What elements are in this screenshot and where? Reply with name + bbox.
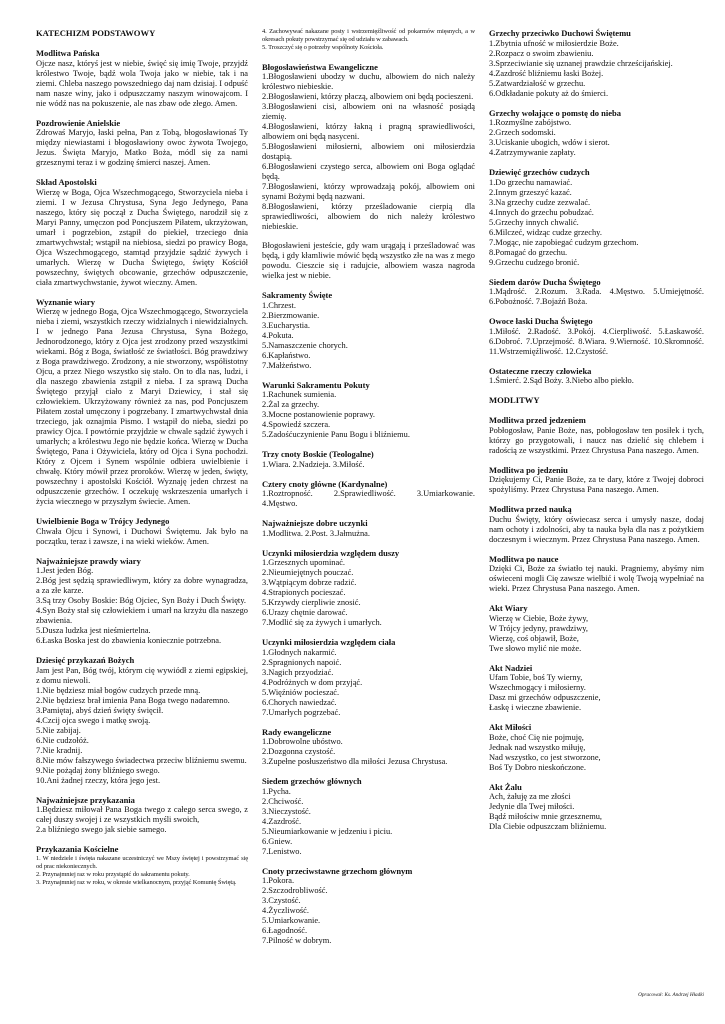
text-line: 3.Zupełne posłuszeństwo dla miłości Jezusa Chrystusa. (262, 757, 448, 767)
verse-line: Dasz mi grzechów odpuszczenie, (489, 693, 601, 702)
section-heading: Modlitwa Pańska (36, 48, 100, 58)
text-line: 7.Pilność w dobrym. (262, 936, 332, 946)
text-line: 1.Zbytnia ufność w miłosierdzie Boże. (489, 38, 619, 48)
text-line: Dzięki Ci, Boże za światło tej nauki. Pragniemy, abyśmy nim oświeceni mogli Cię zawsze wielbić i wolę Twoją wypełniać na wieki. Przez Chrystusa Pana naszego. Amen. (489, 564, 704, 593)
section-heading: Grzechy wołające o pomstę do nieba (489, 107, 621, 118)
section-heading: Akt Nadziei (489, 662, 533, 673)
text-line: 2.Bierzmowanie. (262, 310, 320, 320)
text-line: 6.Błogosławieni czystego serca, albowiem oni Boga oglądać będą. (262, 162, 475, 182)
text-line: 1.Błogosławieni ubodzy w duchu, albowiem do nich należy królestwo niebieskie. (262, 72, 475, 92)
text-line: 9.Nie pożądaj żony bliźniego swego. (36, 765, 160, 775)
verse-line: Jedynie dla Twej miłości. (489, 802, 575, 811)
small-text-line: 2. Przynajmniej raz w roku przystąpić do sakramentu pokuty. (36, 870, 190, 878)
section-heading: Warunki Sakramentu Pokuty (262, 379, 370, 390)
section (262, 727, 475, 768)
text-line: 6.Milczeć, widząc cudze grzechy. (489, 227, 602, 237)
section (36, 655, 248, 786)
text-line: 6.Chorych nawiedzać. (262, 697, 337, 707)
text-line: Chwała Ojcu i Synowi, i Duchowi Świętemu. Jak było na początku, teraz i zawsze, i na wieki wieków. Amen. (36, 526, 248, 546)
section-heading: Uczynki miłosierdzia względem ciała (262, 637, 396, 648)
section-heading: Modlitwa przed jedzeniem (489, 415, 586, 425)
section (36, 844, 248, 887)
text-line: 4.Błogosławieni, którzy łakną i pragną sprawiedliwości, albowiem oni będą nasyceni. (262, 122, 475, 142)
text-line: 1.Mądrość. 2.Rozum. 3.Rada. 4.Męstwo. 5.Umiejętność. 6.Pobożność. 7.Bojaźń Boża. (489, 287, 704, 306)
section-heading: Skład Apostolski (36, 177, 97, 187)
text-line: 9.Grzechu cudzego bronić. (489, 257, 580, 267)
section (489, 722, 704, 773)
text-line: 3.Czystość. (262, 896, 301, 906)
section (262, 776, 475, 857)
section (262, 290, 475, 371)
text-line: 3.Na grzechy cudze zezwalać. (489, 197, 591, 207)
text-line: 2.Chciwość. (262, 796, 304, 806)
section-heading: Trzy cnoty Boskie (Teologalne) (262, 449, 374, 460)
text-line: Jam jest Pan, Bóg twój, którym cię wywiódł z ziemi egipskiej, z domu niewoli. (36, 665, 248, 685)
text-line: 4.Innych do grzechu pobudzać. (489, 207, 594, 217)
section-heading: Owoce łaski Ducha Świętego (489, 316, 593, 326)
text-line: 8.Pomagać do grzechu. (489, 247, 568, 257)
section (262, 28, 475, 53)
small-text-line: 3. Przynajmniej raz w roku, w okresie wielkanocnym, przyjąć Komunię Świętą. (36, 879, 237, 887)
text-line: 5.Namaszczenie chorych. (262, 340, 348, 350)
section-heading: Ostateczne rzeczy człowieka (489, 365, 592, 376)
text-line: 1.Grzesznych upominać. (262, 558, 346, 568)
verse-line: Nad wszystko, co jest stworzone, (489, 752, 601, 762)
section-heading: Akt Wiary (489, 603, 528, 613)
section (36, 795, 248, 836)
verse-line: Bądź miłościw mnie grzesznemu, (489, 812, 603, 821)
section (489, 277, 704, 308)
section (262, 866, 475, 947)
section-heading: Dziewięć grzechów cudzych (489, 167, 590, 177)
text-line: 4.Zazdrość. (262, 816, 302, 826)
text-line: 7.Małżeństwo. (262, 360, 312, 370)
section (262, 548, 475, 629)
text-line: 2.Nie będziesz brał imienia Pana Boga twego nadaremno. (36, 695, 230, 705)
text-line: 2.Dozgonna czystość. (262, 747, 336, 757)
section-heading: Siedem grzechów głównych (262, 776, 362, 787)
section-heading: Uwielbienie Boga w Trójcy Jedynego (36, 516, 170, 526)
text-line: 5.Zadośćuczynienie Panu Bogu i bliźniemu. (262, 430, 410, 440)
section (489, 465, 704, 496)
text-line: 6.Urazy chętnie darować. (262, 608, 348, 618)
text-line: 1.Będziesz miłował Pana Boga twego z całego serca swego, z całej duszy swojej i ze wszystkich myśli swoich, (36, 805, 248, 824)
text-line: Błogosławieni jesteście, gdy wam urągają i prześladować was będą, i gdy kłamliwie mówić będą wszystko złe na was z mego powodu. Cieszcie się i radujcie, albowiem wasza nagroda wielka jest w niebie. (262, 241, 475, 281)
verse-line: Ach, żałuję za me złości (489, 792, 571, 801)
text-line: 6.Kapłaństwo. (262, 350, 311, 360)
document-title: KATECHIZM PODSTAWOWY (36, 28, 156, 38)
text-line: Pobłogosław, Panie Boże, nas, pobłogosław ten posiłek i tych, którzy go przygotowali, i naucz nas dzielić się chlebem i radością ze wszystkimi. Przez Chrystusa Pana naszego. Amen. (489, 425, 704, 455)
section (489, 108, 704, 159)
text-line: Duchu Święty, który oświecasz serca i umysły nasze, dodaj nam ochoty i zdolności, aby ta nauka była dla nas z pożytkiem doczesnym i wiecznym. Przez Chrystusa Pana naszego. Amen. (489, 514, 704, 544)
text-line: 1.Rozmyślne zabójstwo. (489, 118, 572, 127)
text-line: 1.Głodnych nakarmić. (262, 647, 337, 657)
text-line: 5.Więźniów pocieszać. (262, 687, 340, 697)
section-heading: Cnoty przeciwstawne grzechom głównym (262, 865, 413, 876)
text-line: Wierzę w Boga, Ojca Wszechmogącego, Stworzyciela nieba i ziemi. I w Jezusa Chrystusa, Syna Jego Jedynego, Pana naszego, który się począł z Ducha Świętego, narodził się z Maryi Panny, umęczon pod Poncjuszem Piłatem, ukrzyżowan, umarł i pogrzebion, zstąpił do piekieł, trzeciego dnia zmartwychwstał; wstąpił na niebiosa, siedzi po prawicy Boga, Ojca Wszechmogącego, stamtąd przyjdzie sądzić żywych i umarłych. Wierzę w Ducha Świętego, święty Kościół powszechny, świętych obcowanie, grzechów odpuszczenie, ciała zmartwychwstanie, żywot wieczny. Amen. (36, 187, 248, 287)
text-line: 8.Nie mów fałszywego świadectwa przeciw bliźniemu swemu. (36, 755, 247, 765)
section-heading: Dziesięć przykazań Bożych (36, 655, 135, 665)
text-line: 5.Błogosławieni miłosierni, albowiem oni miłosierdzia dostąpią. (262, 142, 475, 162)
list-item: 1.Roztropność. (262, 489, 313, 499)
text-line: 4.Strapionych pocieszać. (262, 588, 346, 598)
text-line: 4.Męstwo. (262, 499, 298, 509)
section (36, 177, 248, 288)
text-line: 7.Umarłych pogrzebać. (262, 707, 341, 717)
text-line: Zdrowaś Maryjo, łaski pełna, Pan z Tobą, błogosławionaś Ty między niewiastami i błogosławiony owoc żywota Twojego, Jezus. Święta Maryjo, Matko Boża, módl się za nami grzesznymi teraz i w godzinę śmierci naszej. Amen. (36, 128, 248, 167)
text-line: 6.Nie cudzołóż. (36, 735, 89, 745)
verse-line: Wszechmogący i miłosierny. (489, 683, 586, 692)
section (489, 28, 704, 99)
section (262, 479, 475, 510)
text-line: 4.Życzliwość. (262, 906, 309, 916)
text-line: 2.Spragnionych napoić. (262, 657, 342, 667)
verse-line: Twe słowo mylić nie może. (489, 643, 582, 653)
text-line: 1.Wiara. 2.Nadzieja. 3.Miłość. (262, 459, 365, 469)
section (489, 603, 704, 654)
verse-line: Boże, choć Cię nie pojmuję, (489, 732, 584, 742)
text-line: 6.Łaska Boska jest do zbawienia koniecznie potrzebna. (36, 636, 222, 645)
text-line: 3.Sprzeciwianie się uznanej prawdzie chrześcijańskiej. (489, 58, 673, 68)
text-line: 1.Rachunek sumienia. (262, 390, 337, 400)
small-text-line: 5. Troszczyć się o potrzeby wspólnoty Kościoła. (262, 44, 384, 52)
text-line: 3.Eucharystia. (262, 320, 310, 330)
text-line: 3.Nieczystość. (262, 806, 311, 816)
section-heading: Błogosławieństwa Ewangeliczne (262, 61, 378, 72)
text-line: 5.Umiarkowanie. (262, 916, 321, 926)
document-page (36, 28, 704, 998)
verse-line: Boś Ty Dobro nieskończone. (489, 762, 586, 772)
section-heading: Najważniejsze dobre uczynki (262, 518, 368, 529)
text-line: 2.Błogosławieni, którzy płaczą, albowiem oni będą pocieszeni. (262, 92, 474, 102)
text-line: 1.Jest jeden Bóg. (36, 566, 94, 575)
verse-line: Ufam Tobie, boś Ty wierny, (489, 673, 583, 682)
section-heading: Modlitwa po nauce (489, 553, 559, 564)
text-line: 10.Ani żadnej rzeczy, która jego jest. (36, 775, 161, 785)
text-line: 4.Podróżnych w dom przyjąć. (262, 677, 363, 687)
section (36, 297, 248, 508)
section (262, 637, 475, 718)
text-line: 2.Szczodrobliwość. (262, 886, 328, 896)
text-line: 2.Nieumiejętnych pouczać. (262, 568, 354, 578)
verse-line: Wierzę, coś objawił, Boże, (489, 633, 579, 643)
text-line: 3.Wątpiącym dobrze radzić. (262, 578, 357, 588)
text-line: 2.Grzech sodomski. (489, 128, 556, 137)
small-text-line: 1. W niedziele i święta nakazane uczestniczyć we Mszy świętej i powstrzymać się od prac niekoniecznych. (36, 854, 248, 870)
verse-line: W Trójcy jedyny, prawdziwy, (489, 623, 589, 633)
text-line: 4.Syn Boży stał się człowiekiem i umarł na krzyżu dla naszego zbawienia. (36, 606, 248, 625)
text-line: 5.Nie zabijaj. (36, 725, 81, 735)
text-line: 3.Mocne postanowienie poprawy. (262, 410, 375, 420)
text-line: 4.Spowiedź szczera. (262, 420, 331, 430)
section (262, 62, 475, 233)
section (262, 380, 475, 441)
section-heading: Przykazania Kościelne (36, 844, 119, 854)
verse-line: Wierzę w Ciebie, Boże żywy, (489, 613, 589, 623)
text-line: 5.Krzywdy cierpliwie znosić. (262, 598, 361, 608)
text-line: 2.Innym grzeszyć kazać. (489, 187, 572, 197)
list-item: 2.Sprawiedliwość. (333, 489, 396, 499)
inline-list (262, 489, 475, 499)
text-line: 1.Modlitwa. 2.Post. 3.Jałmużna. (262, 528, 370, 538)
column-middle (262, 28, 475, 955)
section-heading-prayers: MODLITWY (489, 395, 540, 405)
text-line: 1.Pokora. (262, 876, 295, 886)
text-line: 6.Gniew. (262, 836, 293, 846)
text-line: 3.Błogosławieni cisi, albowiem oni na własność posiądą ziemię. (262, 102, 475, 122)
section-heading: Sakramenty Święte (262, 290, 333, 301)
text-line: 3.Są trzy Osoby Boskie: Bóg Ojciec, Syn Boży i Duch Święty. (36, 596, 246, 605)
text-line: 3.Uciskanie ubogich, wdów i sierot. (489, 138, 610, 147)
section-heading: Modlitwa przed nauką (489, 504, 572, 514)
section (489, 167, 704, 268)
text-line: 4.Pokuta. (262, 330, 294, 340)
section-heading: Najważniejsze prawdy wiary (36, 555, 141, 566)
section-heading: Rady ewangeliczne (262, 726, 332, 737)
text-line: 1.Pycha. (262, 786, 291, 796)
section (262, 449, 475, 470)
section (36, 556, 248, 647)
text-line: 5.Grzechy innych chwalić. (489, 217, 579, 227)
section-heading: Pozdrowienie Anielskie (36, 117, 121, 128)
section (489, 663, 704, 714)
section-heading: Uczynki miłosierdzia względem duszy (262, 547, 400, 558)
text-line: 7.Nie kradnij. (36, 745, 83, 755)
section-heading: Grzechy przeciwko Duchowi Świętemu (489, 28, 631, 38)
section-heading: Siedem darów Ducha Świętego (489, 276, 601, 287)
section (489, 366, 704, 387)
text-line: 7.Modlić się za żywych i umarłych. (262, 618, 382, 628)
section (489, 316, 704, 357)
text-line: 5.Dusza ludzka jest nieśmiertelna. (36, 626, 151, 635)
section-heading: Modlitwa po jedzeniu (489, 464, 568, 475)
list-item: 3.Umiarkowanie. (416, 489, 475, 499)
text-line: 3.Nagich przyodziać. (262, 667, 334, 677)
small-text-line: 4. Zachowywać nakazane posty i wstrzemięźliwość od pokarmów mięsnych, a w okresach pokuty powstrzymać się od udziału w zabawach. (262, 28, 475, 44)
column-left (36, 28, 248, 896)
text-line: Ojcze nasz, któryś jest w niebie, święć się imię Twoje, przyjdź królestwo Twoje, bądź wola Twoja jako w niebie, tak i na ziemi. Chleba naszego powszedniego daj nam dzisiaj. I odpuść nam nasze winy, jako i odpuszczamy naszym winowajcom. I nie wódź nas na pokuszenie, ale nas zbaw ode złego. Amen. (36, 58, 248, 108)
text-line: 4.Zatrzymywanie zapłaty. (489, 148, 576, 157)
text-line: 2.Rozpacz o swoim zbawieniu. (489, 48, 594, 58)
section (36, 516, 248, 547)
section (262, 518, 475, 539)
section (489, 415, 704, 456)
text-line: 1.Dobrowolne ubóstwo. (262, 737, 343, 747)
section-heading: Akt Miłości (489, 722, 532, 732)
text-line: 6.Łagodność. (262, 926, 308, 936)
text-line: Wierzę w jednego Boga, Ojca Wszechmogącego, Stworzyciela nieba i ziemi, wszystkich rzeczy widzialnych i niewidzialnych. I w jednego Pana Jezusa Chrystusa, Syna Bożego, Jednorodzonego, który z Ojca jest zrodzony przed wszystkimi wiekami. Bóg z Boga, światłość ze światłości. Bóg prawdziwy z Boga prawdziwego. Zrodzony, a nie stworzony, współistotny Ojcu, a przez Niego wszystko się stało. On to dla nas, ludzi, i dla naszego zbawienia zstąpił z nieba. I za sprawą Ducha Świętego przyjął ciało z Maryi Dziewicy, i stał się człowiekiem. Ukrzyżowany również za nas, pod Poncjuszem Piłatem został umęczony i pogrzebany. I zmartwychwstał dnia trzeciego, jak oznajmia Pismo. I wstąpił do nieba, siedzi po prawicy Ojca. I powtórnie przyjdzie w chwale sądzić żywych i umarłych; a królestwu Jego nie będzie końca. Wierzę w Ducha Świętego, Pana i Ożywiciela, który od Ojca i Syna pochodzi. Który z Ojcem i Synem wspólnie odbiera uwielbienie i chwałę. Który mówił przez proroków. Wierzę w jeden, święty, powszechny i apostolski Kościół. Wyznaję jeden chrzest na odpuszczenie grzechów. I oczekuję wskrzeszenia umarłych i życia wiecznego w przyszłym świecie. Amen. (36, 307, 248, 506)
text-line: 1.Do grzechu namawiać. (489, 177, 573, 187)
text-line: 2.Żal za grzechy. (262, 400, 320, 410)
text-line: 1.Chrzest. (262, 300, 296, 310)
section-heading: Wyznanie wiary (36, 296, 95, 307)
text-line: 6.Odkładanie pokuty aż do śmierci. (489, 88, 609, 98)
text-line: 7.Mogąc, nie zapobiegać cudzym grzechom. (489, 237, 639, 247)
verse-line: Jednak nad wszystko miłuję, (489, 742, 586, 752)
text-line: 2.Bóg jest sędzią sprawiedliwym, który za dobre wynagradza, a za złe karze. (36, 576, 248, 595)
text-line: 2.a bliźniego swego jak siebie samego. (36, 825, 167, 834)
text-line: 4.Zazdrość bliźniemu łaski Bożej. (489, 68, 604, 78)
text-line: 8.Błogosławieni, którzy prześladowanie cierpią dla sprawiedliwości, albowiem do nich należy królestwo niebieskie. (262, 202, 475, 232)
column-right (489, 28, 704, 841)
text-line: 3.Pamiętaj, abyś dzień święty święcił. (36, 705, 164, 715)
section (489, 554, 704, 595)
section (36, 118, 248, 169)
verse-line: Łaskę i wieczne zbawienie. (489, 703, 582, 712)
section (489, 782, 704, 833)
text-line: 5.Zatwardziałość w grzechu. (489, 78, 586, 88)
text-line: 5.Nieumiarkowanie w jedzeniu i piciu. (262, 826, 393, 836)
text-line: 7.Błogosławieni, którzy wprowadzają pokój, albowiem oni synami Bożymi będą nazwani. (262, 182, 475, 202)
text-line: 7.Lenistwo. (262, 846, 302, 856)
section-heading: Akt Żalu (489, 781, 522, 792)
section (489, 504, 704, 545)
section (262, 241, 475, 281)
section-heading: Cztery cnoty główne (Kardynalne) (262, 478, 388, 489)
text-line: 1.Śmierć. 2.Sąd Boży. 3.Niebo albo piekło. (489, 376, 634, 385)
text-line: Dziękujemy Ci, Panie Boże, za te dary, które z Twojej dobroci spożyliśmy. Przez Chrystusa Pana naszego. Amen. (489, 475, 704, 494)
text-line: 4.Czcij ojca swego i matkę swoją. (36, 715, 151, 725)
verse-line: Dla Ciebie odpuszczam bliźniemu. (489, 822, 607, 831)
text-line: 1.Miłość. 2.Radość. 3.Pokój. 4.Cierpliwość. 5.Łaskawość. 6.Dobroć. 7.Uprzejmość. 8.Wiara. 9.Wierność. 10.Skromność. 11.Wstrzemięźliwość. 12.Czystość. (489, 326, 704, 356)
text-line: 1.Nie będziesz miał bogów cudzych przede mną. (36, 685, 201, 695)
section-heading: Najważniejsze przykazania (36, 794, 135, 805)
section (36, 48, 248, 109)
author-credit: Opracował: Ks. Andrzej Hładki (638, 992, 704, 998)
